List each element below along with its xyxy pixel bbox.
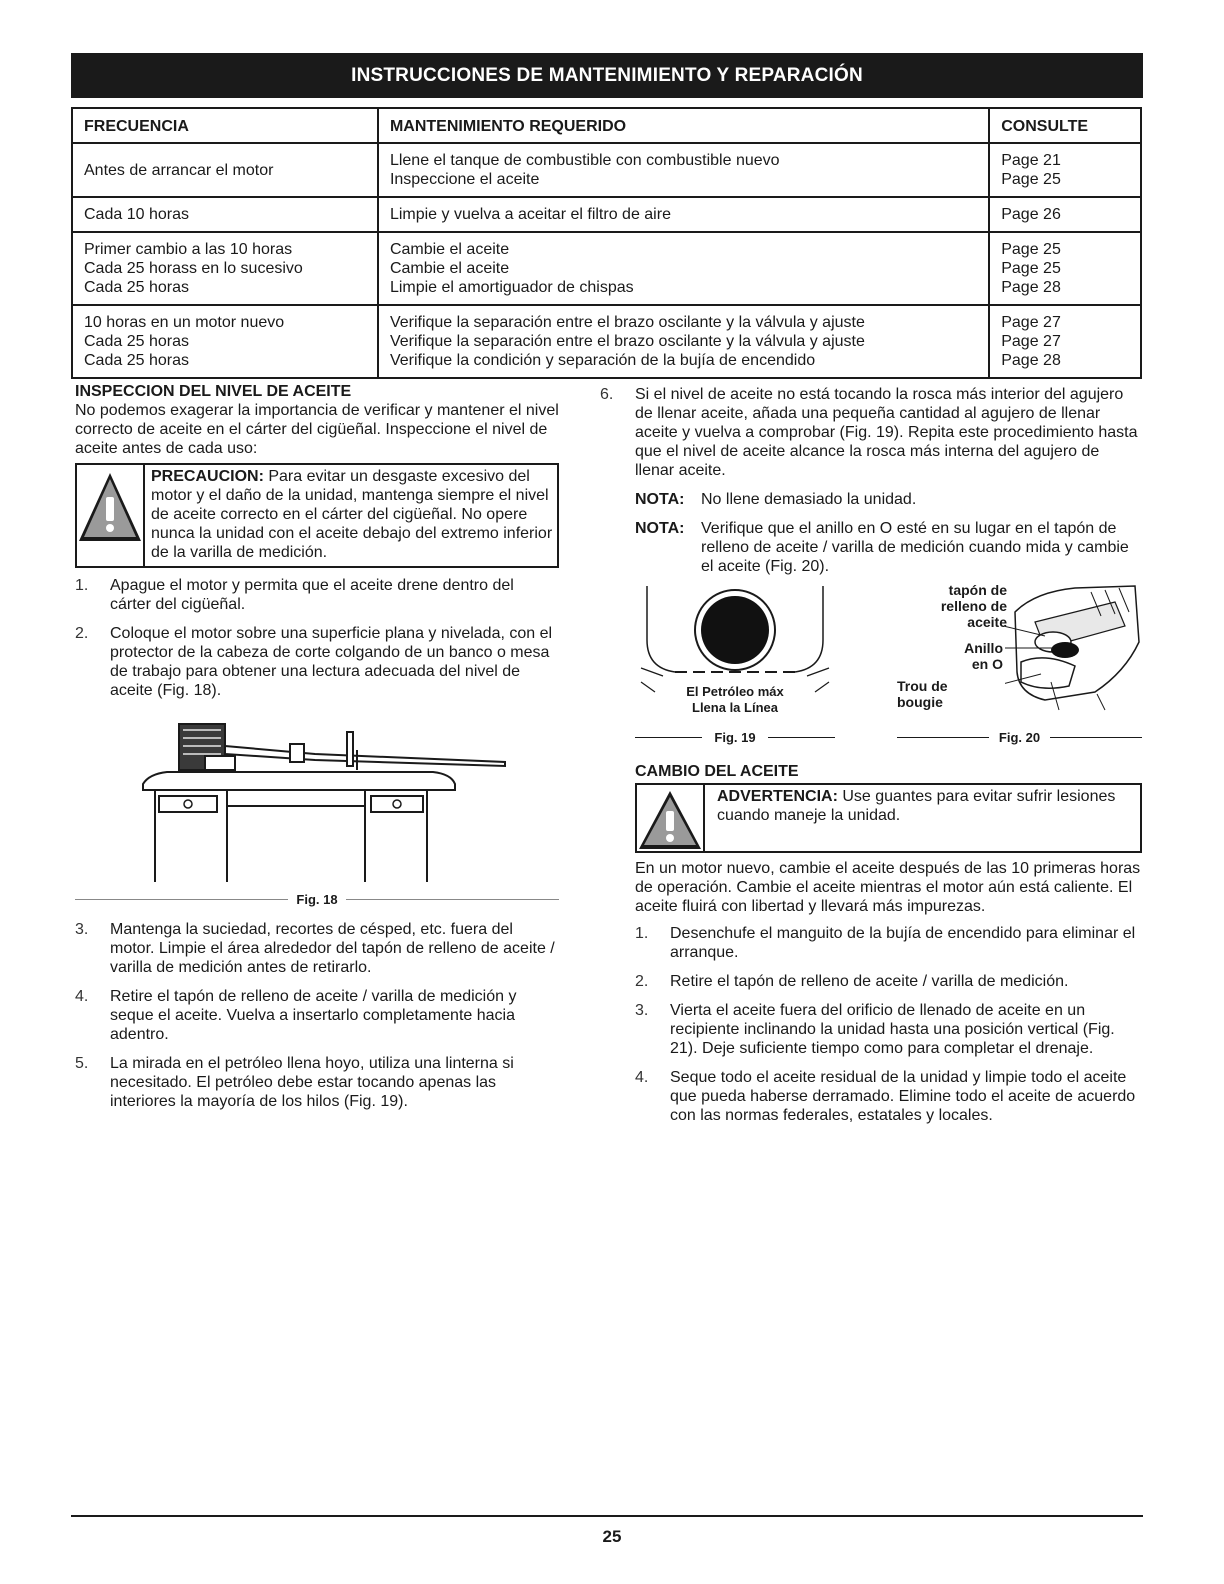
figures-19-20 xyxy=(635,582,1142,752)
step-number: 4. xyxy=(75,988,89,1005)
step-text: Mantenga la suciedad, recortes de césped, etc. fuera del motor. Limpie el área alrededor del tapón de relleno de aceite / varilla de medición antes de retirarlo. xyxy=(110,921,555,976)
ref-cell xyxy=(989,232,1141,305)
fig20-anillo-line: en O xyxy=(971,656,1003,672)
ref-cell xyxy=(989,197,1141,232)
caption-rule xyxy=(346,899,559,900)
oil-step-6 xyxy=(600,385,1142,480)
freq-line: Cada 25 horas xyxy=(84,279,189,296)
freq-line: Cada 25 horas xyxy=(84,333,189,350)
ref-line: Page 25 xyxy=(1001,241,1061,258)
task-line: Limpie el amortiguador de chispas xyxy=(389,279,634,296)
warning-icon-cell xyxy=(637,785,705,851)
fig20-tapon-line: relleno de xyxy=(940,598,1007,614)
note-label: NOTA: xyxy=(635,520,685,537)
task-line: Inspeccione el aceite xyxy=(389,171,540,188)
col-header-consulte: CONSULTE xyxy=(989,108,1141,143)
list-item xyxy=(75,1054,559,1111)
fig19-caption: Fig. 19 xyxy=(714,730,756,745)
ref-line: Page 25 xyxy=(1001,171,1061,188)
oil-level-intro: No podemos exagerar la importancia de verificar y mantener el nivel correcto de aceite en el cárter del cigüeñal. Inspeccione el nivel de aceite antes de cada uso: xyxy=(75,402,559,457)
page-number: 25 xyxy=(602,1527,622,1546)
ref-line: Page 26 xyxy=(1001,206,1061,223)
ref-line: Page 28 xyxy=(1001,352,1061,369)
ref-line: Page 27 xyxy=(1001,333,1061,350)
step-text: Desenchufe el manguito de la bujía de encendido para eliminar el arranque. xyxy=(670,925,1136,961)
caption-rule xyxy=(635,737,702,738)
list-item xyxy=(75,624,559,700)
step-number: 3. xyxy=(75,921,89,938)
step-number: 2. xyxy=(635,973,649,990)
ref-line: Page 25 xyxy=(1001,260,1061,277)
step-number: 5. xyxy=(75,1055,89,1072)
table-row xyxy=(72,232,1141,305)
fig20-caption-row xyxy=(897,728,1142,747)
note-text: Verifique que el anillo en O esté en su lugar en el tapón de relleno de aceite / varilla de medición cuando mida y cambie el aceite (Fig. 20). xyxy=(701,520,1129,575)
table-row xyxy=(72,197,1141,232)
freq-cell xyxy=(72,232,378,305)
freq-line: Primer cambio a las 10 horas xyxy=(84,241,293,258)
fig20-tapon-line: tapón de xyxy=(948,582,1007,598)
oil-cap-engine-illustration xyxy=(1005,582,1142,732)
figure-18 xyxy=(75,710,559,920)
workbench-trimmer-illustration xyxy=(75,710,559,910)
freq-line: Antes de arrancar el motor xyxy=(84,161,274,179)
freq-cell xyxy=(72,143,378,197)
table-row xyxy=(72,305,1141,378)
caution-text: Para evitar un desgaste excesivo del motor y el daño de la unidad, mantenga siempre el nivel de aceite correcto en el cárter del cigüeñal. No opere nunca la unidad con el aceite debajo del extremo inferior de la varilla de medición. xyxy=(151,468,553,561)
task-cell xyxy=(378,305,989,378)
caution-icon-cell xyxy=(77,465,145,566)
task-line: Cambie el aceite xyxy=(389,241,510,258)
list-item xyxy=(600,385,1142,480)
warning-triangle-icon xyxy=(637,789,703,851)
task-cell xyxy=(378,232,989,305)
task-line: Verifique la condición y separación de la bujía de encendido xyxy=(389,352,816,369)
note-overfill xyxy=(635,490,1142,509)
caution-box xyxy=(75,463,559,568)
step-number: 2. xyxy=(75,625,89,642)
fig18-caption-row xyxy=(75,890,559,909)
freq-cell xyxy=(72,197,378,232)
caption-rule xyxy=(768,737,835,738)
list-item xyxy=(635,924,1142,962)
step-number: 1. xyxy=(635,925,649,942)
freq-line: 10 horas en un motor nuevo xyxy=(84,314,285,331)
step-text: Apague el motor y permita que el aceite drene dentro del cárter del cigüeñal. xyxy=(110,577,514,613)
footer-rule xyxy=(71,1515,1143,1517)
freq-cell xyxy=(72,305,378,378)
caption-rule xyxy=(75,899,288,900)
fig19-label-line: Llena la Línea xyxy=(692,700,778,715)
oil-steps-a xyxy=(75,576,559,700)
step-text: Retire el tapón de relleno de aceite / varilla de medición. xyxy=(670,973,1069,990)
fig20-tapon-line: aceite xyxy=(967,614,1007,630)
oil-change-intro: En un motor nuevo, cambie el aceite después de las 10 primeras horas de operación. Cambie el aceite mientras el motor aún está caliente. El aceite fluirá con libertad y llevará más impurezas. xyxy=(635,860,1141,915)
step-number: 1. xyxy=(75,577,89,594)
oil-steps-b xyxy=(75,920,559,1111)
note-oring xyxy=(635,519,1142,576)
task-cell xyxy=(378,197,989,232)
step-number: 4. xyxy=(635,1069,649,1086)
fig19-caption-row xyxy=(635,728,835,747)
fig20-label-trou xyxy=(897,678,1001,710)
caption-rule xyxy=(1050,737,1142,738)
caption-rule xyxy=(897,737,989,738)
step-text: Vierta el aceite fuera del orificio de llenado de aceite en un recipiente inclinando la unidad hasta una posición vertical (Fig. 21). Deje suficiente tiempo como para completar el drenaje. xyxy=(670,1002,1115,1057)
list-item xyxy=(75,987,559,1044)
col-header-frecuencia: FRECUENCIA xyxy=(72,108,378,143)
list-item xyxy=(635,972,1142,991)
fig20-trou-line: Trou de xyxy=(897,678,948,694)
warning-text-cell xyxy=(705,785,1140,851)
warning-box xyxy=(635,783,1142,853)
fig20-caption: Fig. 20 xyxy=(998,730,1041,745)
fig19-labels xyxy=(635,684,835,716)
step-text: Si el nivel de aceite no está tocando la rosca más interior del agujero de llenar aceite, añada una pequeña cantidad al agujero de llenar aceite y vuelva a comprobar (Fig. 19). Repita este procedimiento hasta que el nivel de aceite alcance la rosca más interna del agujero de llenar aceite. xyxy=(635,386,1138,479)
task-line: Llene el tanque de combustible con combustible nuevo xyxy=(389,152,780,169)
left-column xyxy=(75,382,559,1121)
oil-change-steps xyxy=(635,924,1142,1125)
note-label: NOTA: xyxy=(635,491,685,508)
banner-title: INSTRUCCIONES DE MANTENIMIENTO Y REPARACIÓN xyxy=(351,64,863,86)
ref-cell xyxy=(989,305,1141,378)
right-column xyxy=(600,385,1142,1135)
task-line: Cambie el aceite xyxy=(389,260,510,277)
task-line: Verifique la separación entre el brazo oscilante y la válvula y ajuste xyxy=(389,333,865,350)
caution-text-cell xyxy=(145,465,557,566)
warning-text: Use guantes para evitar sufrir lesiones cuando maneje la unidad. xyxy=(717,788,1116,824)
step-text: Retire el tapón de relleno de aceite / varilla de medición y seque el aceite. Vuelva a insertarlo completamente hacia adentro. xyxy=(110,988,517,1043)
list-item xyxy=(635,1068,1142,1125)
page-banner xyxy=(71,53,1143,98)
step-text: Seque todo el aceite residual de la unidad y limpie todo el aceite que pueda haberse derramado. Elimine todo el aceite de acuerdo con las normas federales, estatales y locales. xyxy=(670,1069,1136,1124)
freq-line: Cada 10 horas xyxy=(84,206,189,223)
fig18-caption: Fig. 18 xyxy=(296,892,338,907)
fig20-label-anillo xyxy=(897,640,1003,672)
note-text: No llene demasiado la unidad. xyxy=(701,491,917,508)
warning-title: ADVERTENCIA: xyxy=(717,788,838,805)
oil-change-heading: CAMBIO DEL ACEITE xyxy=(635,763,799,780)
list-item xyxy=(75,576,559,614)
step-text: La mirada en el petróleo llena hoyo, utiliza una linterna si necesitado. El petróleo debe estar tocando apenas las interiores la mayoría de los hilos (Fig. 19). xyxy=(110,1055,514,1110)
caution-title: PRECAUCION: xyxy=(151,468,264,485)
step-number: 3. xyxy=(635,1002,649,1019)
task-line: Verifique la separación entre el brazo oscilante y la válvula y ajuste xyxy=(389,314,865,331)
task-line: Limpie y vuelva a aceitar el filtro de aire xyxy=(389,206,671,223)
fig20-trou-line: bougie xyxy=(897,694,943,710)
freq-line: Cada 25 horas xyxy=(84,352,189,369)
table-header-row xyxy=(72,108,1141,143)
list-item xyxy=(635,1001,1142,1058)
step-text: Coloque el motor sobre una superficie plana y nivelada, con el protector de la cabeza de corte colgando de un banco o mesa de trabajo para obtener una lectura adecuada del nivel de aceite (Fig. 18). xyxy=(110,625,553,699)
step-number: 6. xyxy=(600,386,614,403)
fig20-label-tapon xyxy=(897,582,1007,630)
ref-line: Page 21 xyxy=(1001,152,1061,169)
ref-cell xyxy=(989,143,1141,197)
list-item xyxy=(75,920,559,977)
freq-line: Cada 25 horass en lo sucesivo xyxy=(84,260,303,277)
col-header-mantenimiento: MANTENIMIENTO REQUERIDO xyxy=(378,108,989,143)
oil-level-heading: INSPECCION DEL NIVEL DE ACEITE xyxy=(75,383,352,400)
warning-triangle-icon xyxy=(77,469,143,545)
ref-line: Page 27 xyxy=(1001,314,1061,331)
ref-line: Page 28 xyxy=(1001,279,1061,296)
task-cell xyxy=(378,143,989,197)
table-row xyxy=(72,143,1141,197)
fig20-anillo-line: Anillo xyxy=(964,640,1003,656)
fig19-label-max: El Petróleo máx xyxy=(686,684,784,699)
maintenance-table xyxy=(71,107,1142,379)
